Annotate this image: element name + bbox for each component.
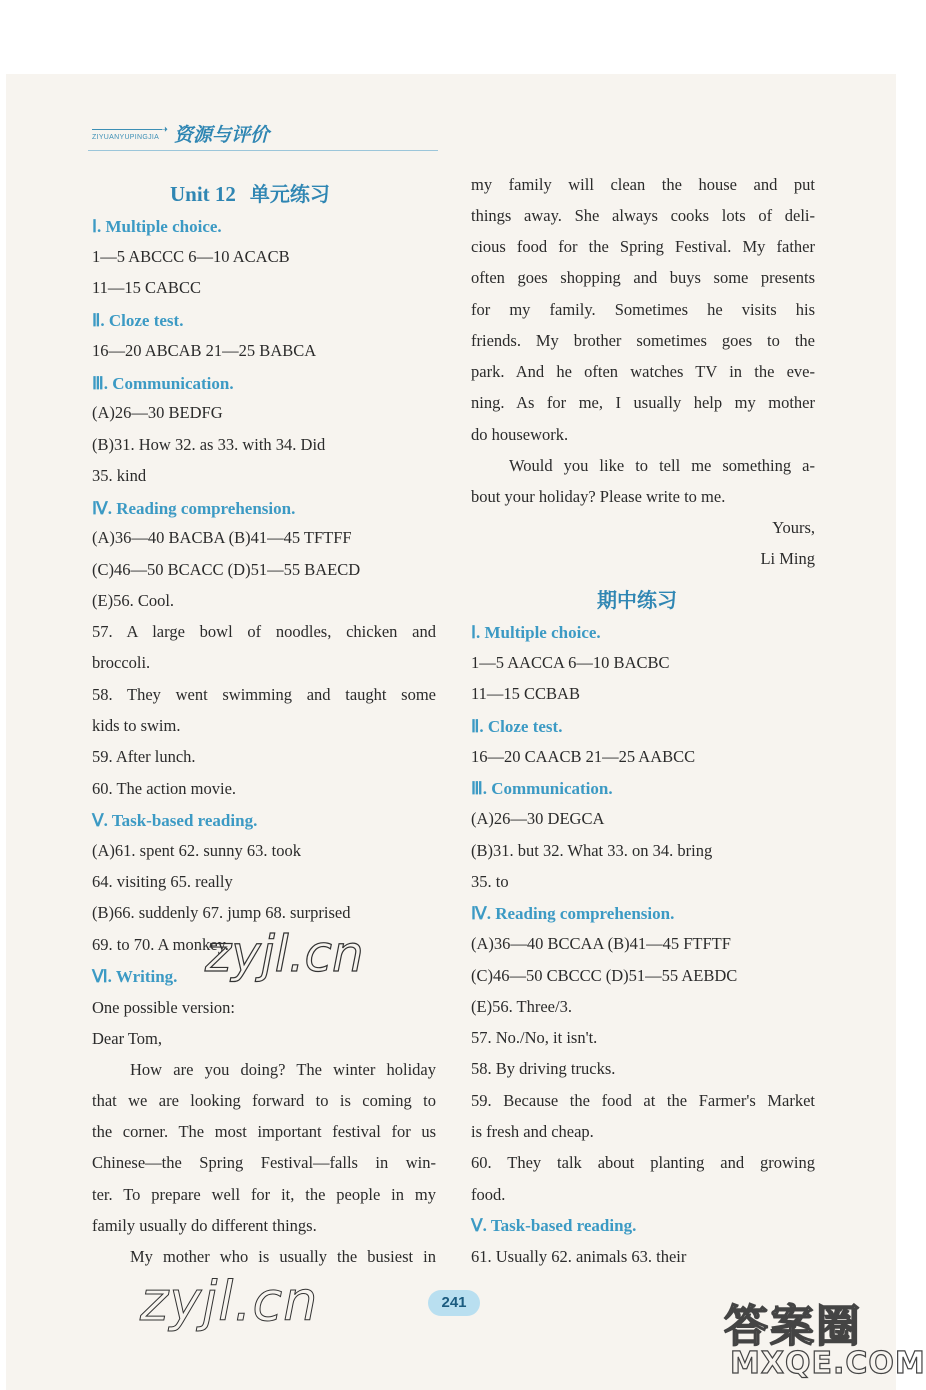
- answer-line: kids to swim.: [92, 716, 181, 735]
- writing-line: family usually do different things.: [92, 1216, 317, 1235]
- writing-line: for my family. Sometimes he visits his: [471, 300, 815, 319]
- writing-line: How are you doing? The winter holiday: [130, 1060, 436, 1079]
- answer-line: 35. to: [471, 872, 509, 891]
- writing-line: that we are looking forward to is coming to: [92, 1091, 436, 1110]
- answer-line: 58. By driving trucks.: [471, 1059, 616, 1078]
- header-rule: [88, 150, 438, 151]
- answer-line: 59. Because the food at the Farmer's Market: [471, 1091, 815, 1110]
- unit-name: 单元练习: [249, 182, 330, 206]
- writing-line: often goes shopping and buys some presents: [471, 268, 815, 287]
- answer-line: 58. They went swimming and taught some: [92, 685, 436, 704]
- writing-line: ter. To prepare well for it, the people in my: [92, 1185, 436, 1204]
- answer-line: broccoli.: [92, 653, 151, 672]
- answer-line: (B)66. suddenly 67. jump 68. surprised: [92, 903, 351, 922]
- answer-line: 60. The action movie.: [92, 779, 237, 798]
- watermark-daanquan: 答案圈: [724, 1301, 862, 1352]
- answer-line: (A)36—40 BACBA (B)41—45 TFTFF: [92, 528, 352, 547]
- answer-line: 64. visiting 65. really: [92, 872, 233, 891]
- section-title: Ⅴ. Task-based reading.: [92, 811, 258, 830]
- answer-line: (A)36—40 BCCAA (B)41—45 FTFTF: [471, 934, 731, 953]
- answer-line: 11—15 CCBAB: [471, 684, 580, 703]
- writing-line: My mother who is usually the busiest in: [130, 1247, 436, 1266]
- watermark-zyjl-mid: zyjl.cn: [205, 925, 364, 983]
- answer-line: (B)31. How 32. as 33. with 34. Did: [92, 435, 326, 454]
- answer-line: 1—5 ABCCC 6—10 ACACB: [92, 247, 290, 266]
- writing-line: park. And he often watches TV in the eve-: [471, 362, 815, 381]
- unit-number: Unit 12: [170, 182, 236, 206]
- writing-line: Chinese—the Spring Festival—falls in win-: [92, 1153, 436, 1172]
- writing-line: my family will clean the house and put: [471, 175, 815, 194]
- section-title: Ⅵ. Writing.: [92, 967, 178, 986]
- letter-signature: Li Ming: [760, 549, 815, 568]
- section-title: Ⅱ. Cloze test.: [92, 311, 184, 330]
- letter-closing: Yours,: [772, 518, 815, 537]
- answer-line: 69. to 70. A monkey.: [92, 935, 229, 954]
- writing-line: do housework.: [471, 425, 569, 444]
- watermark-mxqe-url: MXQE.COM: [730, 1346, 926, 1381]
- writing-line: things away. She always cooks lots of deli-: [471, 206, 815, 225]
- writing-line: ning. As for me, I usually help my mother: [471, 393, 815, 412]
- header-title: 资源与评价: [174, 124, 270, 146]
- header-pinyin: ZIYUANYUPINGJIA: [92, 134, 160, 141]
- answer-line: (A)61. spent 62. sunny 63. took: [92, 841, 301, 860]
- answer-line: 11—15 CABCC: [92, 278, 201, 297]
- answer-line: is fresh and cheap.: [471, 1122, 594, 1141]
- answer-line: 59. After lunch.: [92, 747, 196, 766]
- section-title: Ⅰ. Multiple choice.: [92, 217, 222, 236]
- answer-line: 35. kind: [92, 466, 147, 485]
- unit-title: [170, 178, 330, 207]
- answer-line: (E)56. Cool.: [92, 591, 175, 610]
- writing-line: cious food for the Spring Festival. My father: [471, 237, 815, 256]
- writing-line: One possible version:: [92, 998, 235, 1017]
- page-number: 241: [428, 1290, 480, 1316]
- answer-line: 60. They talk about planting and growing: [471, 1153, 815, 1172]
- section-title: Ⅳ. Reading comprehension.: [471, 904, 675, 923]
- section-title: Ⅲ. Communication.: [471, 779, 613, 798]
- watermark-zyjl-bottom: zyjl.cn: [140, 1270, 319, 1333]
- section-title: Ⅳ. Reading comprehension.: [92, 499, 296, 518]
- answer-line: 1—5 AACCA 6—10 BACBC: [471, 653, 670, 672]
- answer-line: (A)26—30 BEDFG: [92, 403, 223, 422]
- section-title: Ⅱ. Cloze test.: [471, 717, 563, 736]
- section-title: Ⅴ. Task-based reading.: [471, 1216, 637, 1235]
- answer-line: 61. Usually 62. animals 63. their: [471, 1247, 687, 1266]
- writing-line: Dear Tom,: [92, 1029, 163, 1048]
- answer-line: (A)26—30 DEGCA: [471, 809, 605, 828]
- header-logo: [92, 124, 312, 150]
- writing-line: friends. My brother sometimes goes to the: [471, 331, 815, 350]
- writing-line: bout your holiday? Please write to me.: [471, 487, 726, 506]
- answer-line: 57. A large bowl of noodles, chicken and: [92, 622, 436, 641]
- answer-line: 16—20 CAACB 21—25 AABCC: [471, 747, 696, 766]
- answer-line: 57. No./No, it isn't.: [471, 1028, 598, 1047]
- arrow-icon: ➝: [158, 122, 169, 136]
- section-title: Ⅲ. Communication.: [92, 374, 234, 393]
- answer-line: food.: [471, 1185, 506, 1204]
- header-line: [92, 129, 162, 130]
- answer-line: (C)46—50 BCACC (D)51—55 BAECD: [92, 560, 361, 579]
- writing-line: the corner. The most important festival for us: [92, 1122, 436, 1141]
- answer-line: (B)31. but 32. What 33. on 34. bring: [471, 841, 713, 860]
- midterm-title: 期中练习: [597, 588, 677, 612]
- writing-line: Would you like to tell me something a-: [509, 456, 815, 475]
- section-title: Ⅰ. Multiple choice.: [471, 623, 601, 642]
- answer-line: (C)46—50 CBCCC (D)51—55 AEBDC: [471, 966, 738, 985]
- answer-line: 16—20 ABCAB 21—25 BABCA: [92, 341, 317, 360]
- answer-line: (E)56. Three/3.: [471, 997, 572, 1016]
